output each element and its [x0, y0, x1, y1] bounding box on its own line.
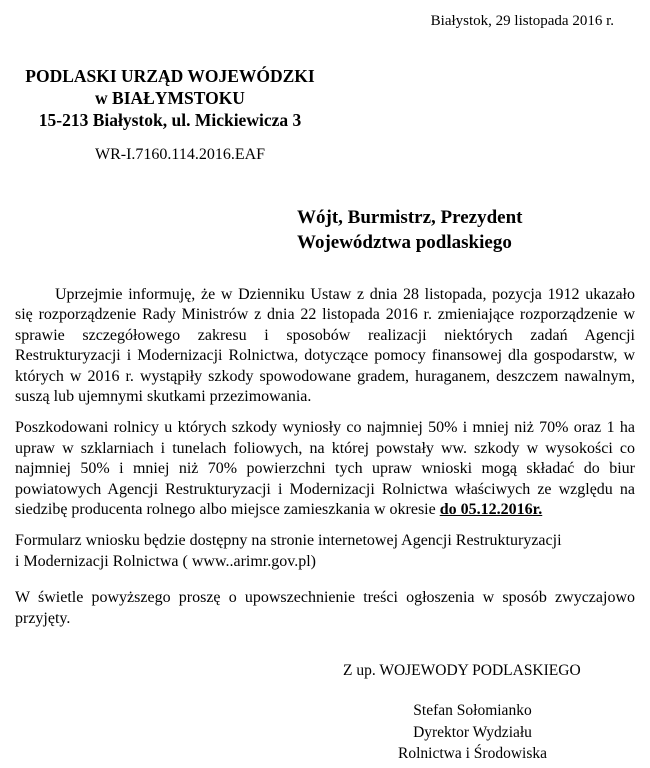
paragraph-claims-text: Poszkodowani rolnicy u których szkody wyniosły co najmniej 50% i mniej niż 70% oraz 1 ha upraw w szklarniach i tunelach foliowych, na której powstały ww. szkody w wysokości co najmniej 50% i mniej niż 70% powierzchni tych upraw wnioski mogą składać do biur powiatowych Agencji Restrukturyzacji i Modernizacji Rolnictwa właściwych ze względu na siedzibę producenta rolnego albo miejsce zamieszkania w okresie [15, 419, 635, 519]
paragraph-form-info-line-2: i Modernizacji Rolnictwa ( www..arimr.gov.pl) [15, 552, 316, 570]
signature-title-2: Rolnictwa i Środowiska [398, 745, 547, 762]
addressee-line-2: Województwa podlaskiego [297, 232, 512, 253]
addressee-line-1: Wójt, Burmistrz, Prezydent [297, 207, 523, 228]
letterhead-address: 15-213 Białystok, ul. Mickiewicza 3 [38, 110, 302, 130]
deadline-text: do 05.12.2016r. [439, 501, 543, 519]
signature-name: Stefan Sołomianko [413, 702, 532, 719]
addressee-block [297, 205, 522, 255]
date-line: Białystok, 29 listopada 2016 r. [430, 13, 614, 29]
letterhead [0, 65, 340, 131]
signoff-line: Z up. WOJEWODY PODLASKIEGO [343, 662, 581, 679]
letterhead-office-name: PODLASKI URZĄD WOJEWÓDZKI [25, 66, 315, 86]
paragraph-closing: W świetle powyższego proszę o upowszechnienie treści ogłoszenia w sposób zwyczajowo przyjęty. [15, 589, 635, 627]
signature-block [390, 700, 555, 765]
paragraph-form-info-line-1: Formularz wniosku będzie dostępny na stronie internetowej Agencji Restrukturyzacji [15, 532, 562, 550]
paragraph-claims [15, 418, 635, 520]
paragraph-intro: Uprzejmie informuję, że w Dzienniku Ustaw z dnia 28 listopada, pozycja 1912 ukazało się rozporządzenie Rady Ministrów z dnia 22 listopada 2016 r. zmieniające rozporządzenie w sprawie szczegółowego zakresu i sposobów realizacji niektórych zadań Agencji Restrukturyzacji i Modernizacji Rolnictwa, dotyczące pomocy finansowej dla gospodarstw, w których w 2016 r. wystąpiły szkody spowodowane gradem, huraganem, deszczem nawalnym, suszą lub ujemnymi skutkami przezimowania. [15, 286, 635, 406]
letter-body [15, 285, 635, 629]
signature-title-1: Dyrektor Wydziału [413, 723, 532, 741]
letterhead-city: w BIAŁYMSTOKU [95, 88, 245, 108]
reference-number: WR-I.7160.114.2016.EAF [95, 146, 266, 163]
